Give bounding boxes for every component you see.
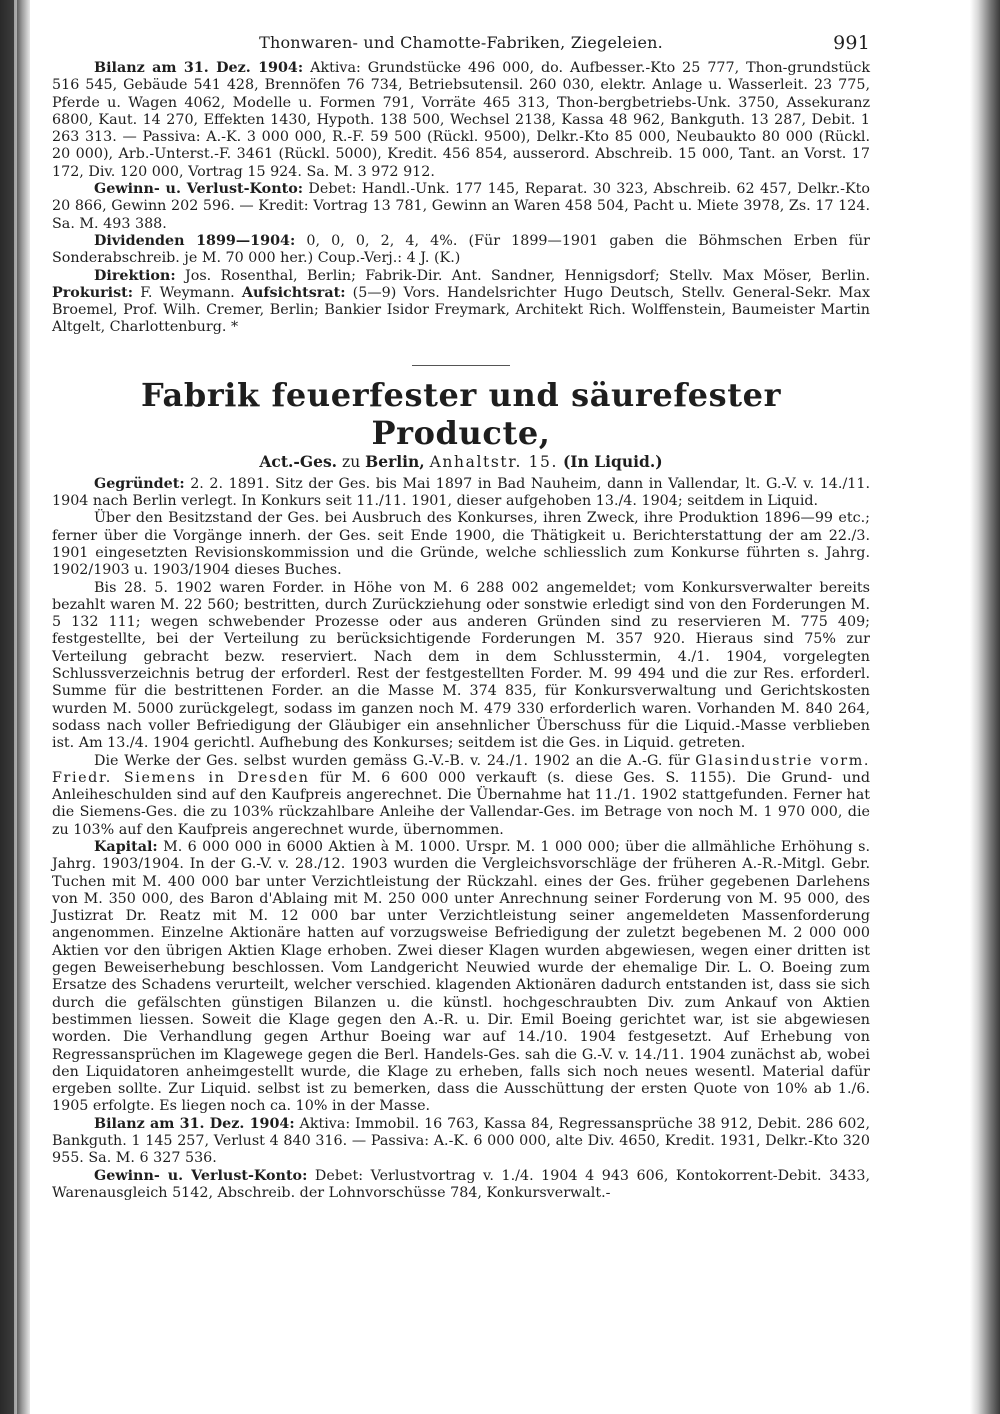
werke-buyer: Glasindustrie vorm. Friedr. Siemens in Dresden (52, 752, 871, 786)
company-section (52, 476, 870, 1202)
company-subtitle (52, 452, 870, 472)
kapital-paragraph (52, 839, 870, 1116)
prev-management-paragraph (52, 268, 870, 337)
guv-label: Gewinn- u. Verlust-Konto: (94, 1167, 308, 1184)
scan-page-edge (970, 0, 1000, 1414)
werke-text-b: für M. 6 600 000 verkauft (s. diese Ges. S. 1155). Die Grund- und Anleiheschulden sind auf den Kaufpreis angerechnet. Die Übernahme hat 11./1. 1902 stattgefunden. Ferner hat die Siemens-Ges. die zu 103% rückzahlbare Anleihe der Vallendar-Ges. im Betrage von noch M. 1 970 000, die zu 103% auf den Kaufpreis angerechnet wurde, übernommen. (52, 769, 870, 838)
werke-text-a: Die Werke der Ges. selbst wurden gemäss G.-V.-B. v. 24./1. 1902 an die A.-G. für (94, 752, 690, 769)
prev-end-mark: * (230, 319, 239, 336)
prev-guv-paragraph (52, 181, 870, 233)
konkurs-paragraph: Bis 28. 5. 1902 waren Forder. in Höhe von M. 6 288 002 angemeldet; vom Konkursverwalter bereits bezahlt waren M. 22 560; bestritten, durch Zurückziehung oder sonstwie erledigt sind von den Forderungen M. 5 132 111; wegen schwebender Prozesse oder aus anderen Gründen sind zu reservieren M. 775 409; festgestellte, bei der Verteilung zu berücksichtigende Forderungen M. 357 920. Hieraus sind 75% zur Verteilung gebracht bezw. reserviert. Nach dem in dem Schlusstermin, 4./1. 1904, vorgelegten Schlussverzeichnis betrug der erforderl. Rest der festgestellten Forder. M. 99 494 und die zur Res. erforderl. Summe für die bestrittenen Forder. an die Masse M. 374 835, für Konkursverwaltung und Gerichtskosten wurden M. 5000 zurückgelegt, sodass im ganzen noch M. 479 330 erforderlich waren. Vorhanden M. 840 264, sodass nach voller Befriedigung der Gläubiger ein ansehnlicher Überschuss für die Liquid.-Masse verblieben ist. Am 13./4. 1904 gerichtl. Aufhebung des Konkurses; seitdem ist die Ges. in Liquid. getreten. (52, 579, 870, 752)
bilanz-label: Bilanz am 31. Dez. 1904: (94, 1115, 295, 1132)
prev-bilanz-paragraph (52, 60, 870, 181)
company-address: Anhaltstr. 15. (429, 452, 559, 471)
kapital-label: Kapital: (94, 838, 158, 855)
scan-binding-edge (0, 0, 30, 1414)
guv-paragraph (52, 1168, 870, 1203)
company-form: Act.-Ges. (259, 451, 338, 471)
prev-aufsichtsrat-label: Aufsichtsrat: (241, 284, 346, 301)
prev-prokurist-label: Prokurist: (52, 284, 134, 301)
gegruendet-text: 2. 2. 1891. Sitz der Ges. bis Mai 1897 in Bad Nauheim, dann in Vallendar, lt. G.-V. v. 14./11. 1904 nach Berlin verlegt. In Konkurs seit 11./11. 1901, dieser aufgehoben 13./4. 1904; seitdem in Liquid. (52, 475, 870, 510)
company-title: Fabrik feuerfester und säurefester Producte, (140, 375, 782, 452)
prev-bilanz-text: Aktiva: Grundstücke 496 000, do. Aufbesser.-Kto 25 777, Thon-grundstück 516 545, Gebäude 541 428, Brennöfen 76 734, Betriebsutensil. 260 030, elektr. Anlage u. Wasserleit. 23 775, Pferde u. Wagen 4062, Modelle u. Formen 791, Vorräte 465 313, Thon-bergbetriebs-Unk. 3750, Assekuranz 6800, Kaut. 14 270, Effekten 1430, Hypoth. 138 500, Wechsel 2138, Kassa 48 962, Bankguth. 13 287, Debit. 1 263 313. — Passiva: A.-K. 3 000 000, R.-F. 59 500 (Rückl. 9500), Delkr.-Kto 85 000, Neubaukto 80 000 (Rückl. 20 000), Arb.-Unterst.-F. 3461 (Rückl. 5000), Kredit. 456 854, ausserord. Abschreib. 15 000, Tant. an Vorst. 17 172, Div. 120 000, Vortrag 15 924. Sa. M. 3 972 912. (52, 60, 871, 180)
prev-dividenden-label: Dividenden 1899—1904: (94, 232, 296, 249)
bilanz-paragraph (52, 1116, 870, 1168)
kapital-text: M. 6 000 000 in 6000 Aktien à M. 1000. Urspr. M. 1 000 000; über die allmähliche Erhöhung s. Jahrg. 1903/1904. In der G.-V. v. 28./12. 1903 wurden die Vergleichsvorschläge der früheren A.-R.-Mitgl. Gebr. Tuchen mit M. 400 000 bar unter Verzichtleistung der Rückzahl. eines der Ges. früher gegebenen Darlehens von M. 350 000, des Baron d'Ablaing mit M. 250 000 unter Anrechnung seiner Forderung von M. 95 000, des Justizrat Dr. Reatz mit M. 12 000 bar unter Verzichtleistung seiner angemeldeten Massenforderung angenommen. Einzelne Aktionäre hatten auf vorzugsweise Befriedigung der zuletzt begebenen M. 2 000 000 Aktien vor den übrigen Aktien Klage erhoben. Zwei dieser Klagen wurden abgewiesen, wegen einer dritten ist gegen Beweiserhebung beschlossen. Vom Landgericht Neuwied wurde der ehemalige Dir. L. O. Boeing zum Ersatze des Schadens verurteilt, welcher verschied. klagenden Aktionären dadurch entstanden ist, dass sie sich durch die gefälschten günstigen Bilanzen u. die künstl. hochgeschraubten Div. zum Ankauf von Aktien bestimmen liessen. Soweit die Klage gegen den A.-R. u. Dir. Emil Boeing gerichtet war, ist sie abgewiesen worden. Die Verhandlung gegen Arthur Boeing war auf 14./10. 1904 festgesetzt. Auf Erhebung von Regressansprüchen im Klagewege gegen die Berl. Handels-Ges. sah die G.-V. v. 14./11. 1904 zunächst ab, wobei den Liquidatoren anheimgestellt wurde, die Klage zu erheben, falls sich noch neues wesentl. Material dafür ergeben sollte. Zur Liquid. selbst ist zu bemerken, dass die Ausschüttung der ersten Quote von 10% ab 1./6. 1905 erfolgte. Es liegen noch ca. 10% in der Masse. (52, 838, 870, 1115)
prev-guv-label: Gewinn- u. Verlust-Konto: (94, 181, 304, 198)
prev-bilanz-label: Bilanz am 31. Dez. 1904: (94, 60, 304, 76)
running-title: Thonwaren- und Chamotte-Fabriken, Ziegeleien. (259, 33, 663, 52)
company-city: Berlin, (365, 451, 425, 471)
prev-guv-text: Debet: Handl.-Unk. 177 145, Reparat. 30 323, Abschreib. 62 457, Delkr.-Kto 20 866, Gewinn 202 596. — Kredit: Vortrag 13 781, Gewinn an Waren 458 504, Pacht u. Miete 3978, Zs. 17 124. Sa. M. 493 388. (52, 181, 871, 232)
guv-text: Debet: Verlustvortrag v. 1./4. 1904 4 943 606, Kontokorrent-Debit. 3433, Warenausgleich 5142, Abschreib. der Lohnvorschüsse 784, Konkursverwalt.- (52, 1167, 870, 1201)
company-zu: zu (342, 452, 361, 471)
gegruendet-label: Gegründet: (94, 475, 185, 492)
page-content (52, 30, 870, 1202)
running-header (52, 30, 870, 56)
werke-paragraph (52, 753, 870, 839)
company-status: (In Liquid.) (562, 451, 663, 471)
besitzstand-paragraph: Über den Besitzstand der Ges. bei Ausbruch des Konkurses, ihren Zweck, ihre Produktion 1896—99 etc.; ferner über die Vorgänge innerh. der Ges. seit Ende 1900, die Thätigkeit u. Berichterstattung der am 22./3. 1901 eingesetzten Revisionskommission und die Gründe, welche schliesslich zum Konkurse führten s. Jahrg. 1902/1903 u. 1903/1904 dieses Buches. (52, 510, 870, 579)
prev-aufsichtsrat-text: (5—9) Vors. Handelsrichter Hugo Deutsch, Stellv. General-Sekr. Max Broemel, Prof. Wilh. Cremer, Berlin; Bankier Isidor Freymark, Architekt Rich. Wolffenstein, Baumeister Martin Altgelt, Charlottenburg. (52, 284, 871, 336)
prev-dividenden-text: 0, 0, 0, 2, 4, 4%. (Für 1899—1901 gaben die Böhmschen Erben für Sonderabschreib. je M. 70 000 her.) Coup.-Verj.: 4 J. (K.) (52, 232, 870, 267)
gegruendet-paragraph (52, 476, 870, 511)
prev-prokurist-text: F. Weymann. (140, 284, 235, 301)
previous-company-section (52, 60, 870, 337)
page-number: 991 (833, 32, 870, 54)
prev-direktion-label: Direktion: (94, 267, 176, 284)
prev-direktion-text: Jos. Rosenthal, Berlin; Fabrik-Dir. Ant. Sandner, Hennigsdorf; Stellv. Max Möser, Berlin. (185, 267, 870, 284)
bilanz-text: Aktiva: Immobil. 16 763, Kassa 84, Regressansprüche 38 912, Debit. 286 602, Bankguth. 1 145 257, Verlust 4 840 316. — Passiva: A.-K. 6 000 000, alte Div. 4650, Kredit. 1931, Delkr.-Kto 320 955. Sa. M. 6 327 536. (52, 1115, 870, 1167)
prev-dividenden-paragraph (52, 233, 870, 268)
section-divider (412, 365, 510, 366)
